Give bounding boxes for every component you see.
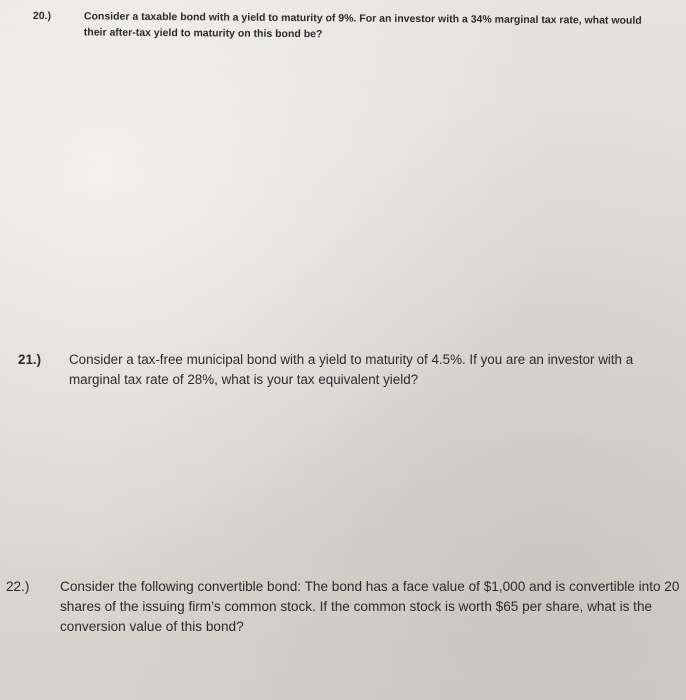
- question-number: 22.): [6, 579, 30, 594]
- question-text: Consider a taxable bond with a yield to maturity of 9%. For an investor with a 34% marginal tax rate, what would their after-tax yield to maturity on this bond be?: [83, 10, 642, 41]
- question-text: Consider a tax-free municipal bond with a yield to maturity of 4.5%. If you are an investor with a marginal tax rate of 28%, what is your tax equivalent yield?: [69, 352, 634, 387]
- question-text: Consider the following convertible bond: The bond has a face value of $1,000 and is convertible into 20 shares of the issuing firm’s common stock. If the common stock is worth $65 per share, what is the conversion value of this bond?: [60, 579, 680, 634]
- question-20: [32, 8, 653, 41]
- question-number: 21.): [18, 352, 42, 367]
- question-number: 20.): [32, 9, 52, 23]
